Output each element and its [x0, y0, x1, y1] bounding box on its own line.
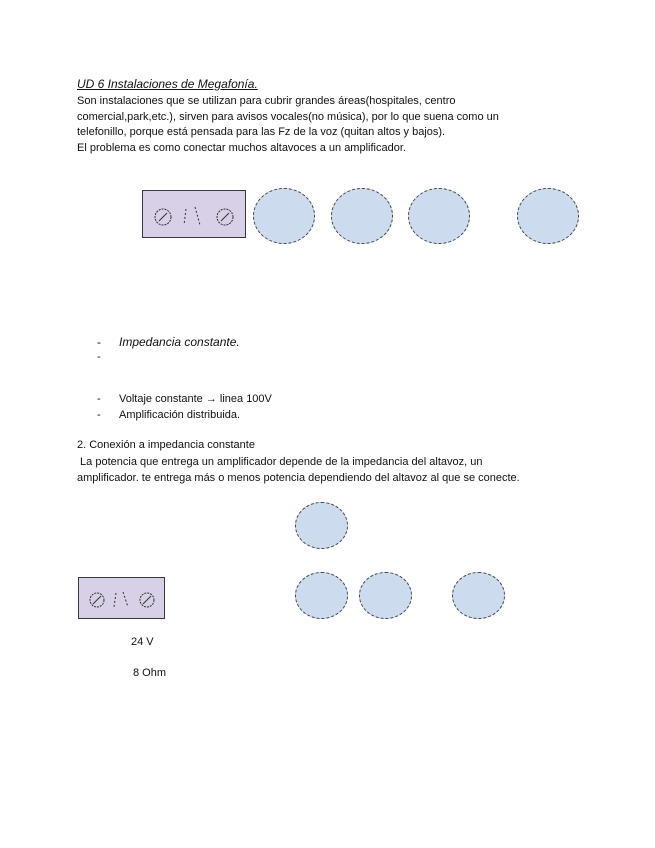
intro-line: El problema es como conectar muchos altavoces a un amplificador. [77, 141, 406, 154]
speaker-icon [452, 572, 505, 619]
method-list-item [97, 351, 119, 363]
section2-line: amplificador. te entrega más o menos potencia dependiendo del altavoz al que se conecte. [77, 471, 520, 484]
method-list-item [97, 409, 240, 421]
amplifier-icon [78, 577, 165, 619]
method-impedancia: Impedancia constante. [119, 335, 240, 349]
section2-line: La potencia que entrega un amplificador depende de la impedancia del altavoz, un [77, 456, 483, 468]
section2-title: 2. Conexión a impedancia constante [77, 439, 255, 451]
list-bullet: - [97, 335, 101, 349]
speaker-icon [517, 188, 579, 244]
speaker-icon [408, 188, 470, 244]
impedance-label: 8 Ohm [133, 667, 167, 679]
intro-line: comercial,park,etc.), sirven para avisos vocales(no música), por lo que suena como un [77, 110, 499, 123]
speaker-icon [331, 188, 393, 244]
intro-paragraph [77, 94, 499, 156]
method-amplificacion: Amplificación distribuida. [119, 409, 241, 421]
method-list-item [97, 393, 272, 405]
speaker-icon [295, 502, 348, 549]
voltage-label: 24 V [131, 636, 154, 648]
section2-paragraph [77, 455, 520, 486]
intro-line: telefonillo, porque está pensada para las Fz de la voz (quitan altos y bajos). [77, 126, 446, 139]
intro-line: Son instalaciones que se utilizan para cubrir grandes áreas(hospitales, centro [77, 95, 456, 107]
amplifier-icon [142, 190, 246, 238]
speaker-icon [295, 572, 348, 619]
method-list-item [97, 335, 240, 349]
speaker-icon [253, 188, 315, 244]
document-title: UD 6 Instalaciones de Megafonía. [77, 77, 258, 91]
speaker-icon [359, 572, 412, 619]
list-bullet: - [97, 351, 101, 363]
method-voltaje: Voltaje constante → linea 100V [119, 393, 272, 405]
list-bullet: - [97, 409, 101, 421]
list-bullet: - [97, 393, 101, 405]
